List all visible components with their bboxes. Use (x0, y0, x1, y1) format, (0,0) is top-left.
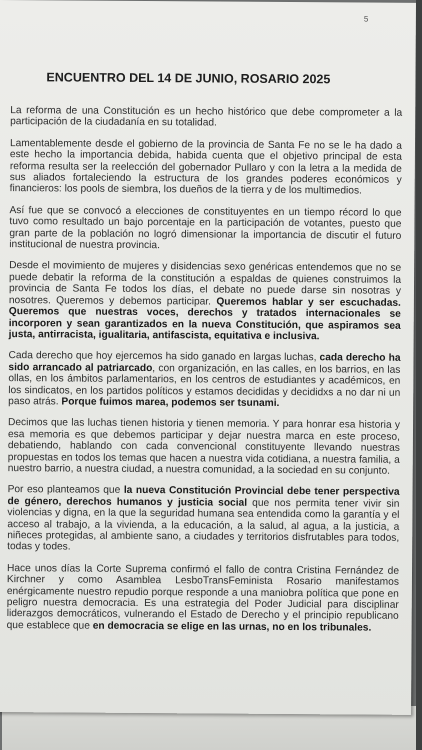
bold-text: Porque fuimos marea, podemos ser tsunami. (61, 396, 280, 409)
text-run: Desde el movimiento de mujeres y disidencias sexo genéricas entendemos que no se puede debatir la reforma de la constitución a espaldas de quienes construimos la provincia de Santa Fe todos los días, el debate no puede darse sin nosotras y nosotres. Queremos y debemos participar. (8, 260, 402, 308)
bold-text: cada derecho ha sido arrancado al patriarcado (8, 352, 401, 374)
text-run: Decimos que las luchas tienen historia y tienen memoria. Y para honrar esa historia y esa memoria es que debemos participar y dejar nuestra marca en este proceso, debatiendo, hablando con cada convencional constituyente llevando nuestras propuestas en todos los temas que hacen a nuestra vida cotidiana, a nuestra familia, a nuestro barrio, a nuestra ciudad, a nuestra comunidad, a la sociedad en su conjunto. (7, 417, 401, 477)
paragraph-7 (7, 484, 399, 555)
paragraph-8 (7, 563, 399, 634)
text-run: La reforma de una Constitución es un hecho histórico que debe comprometer a la participación de la ciudadanía en su totalidad. (10, 105, 403, 129)
background-edge (416, 0, 422, 750)
text-run: Lamentablemente desde el gobierno de la provincia de Santa Fe no se le ha dado a este hecho la importancia debida, habida cuenta que el objetivo principal de esta reforma resulta ser la reelección del gobernador Pullaro y con la letra a la medida de sus aliados fortaleciendo la estructura de los grandes poderes económicos y financieros: los pools de siembra, los dueños de la tierra y de los multimedios. (9, 137, 403, 197)
text-run: Cada derecho que hoy ejercemos ha sido ganado en largas luchas, (8, 350, 320, 364)
paragraph-3 (9, 205, 401, 253)
text-run: , con organización, en las calles, en los barrios, en las ollas, en los ámbitos parlamentarios, en los centros de estudiantes y académicos, en los sindicatos, en los partidos políticos y estamos decididas y decididxs a no dar ni un paso atrás. (8, 362, 401, 408)
text-run: que nos permita tener vivir sin violencias y digna, en la que la seguridad humana sea entendida como la garantía y el acceso al trabajo, a la vivienda, a la educación, a la salud, al agua, a la justicia, a niñeces protegidas, al ambiente sano, a ciudades y territorios disfrutables para todos, todas y todes. (7, 497, 400, 553)
paragraph-list (7, 105, 403, 634)
header-mark: 5 (363, 14, 369, 24)
paragraph-2 (10, 138, 402, 198)
paragraph-1 (10, 105, 402, 131)
text-run: Hace unos días la Corte Suprema confirmó el fallo de contra Cristina Fernández de Kirchner y como Asamblea LesboTransFeminista Rosario manifestamos enérgicamente nuestro repudio porque responde a una maniobra política que pone en peligro nuestra democracia. Es una estrategia del Poder Judicial para disciplinar liderazgos democráticos, vulnerando el Estado de Derecho y el principio republicano que establece que (6, 562, 400, 632)
text-run: Por eso planteamos que (7, 484, 124, 497)
bold-text: Queremos hablar y ser escuchadas. Queremos que nuestras voces, derechos y tratados internacionales se incorporen y sean garantizados en la nueva Constitución, que aspiramos sea justa, antirracista, igualitaria, antifascista, equitativa e inclusiva. (8, 296, 401, 343)
bold-text: en democracia se elige en las urnas, no en los tribunales. (92, 620, 372, 634)
paragraph-4 (9, 261, 402, 344)
text-run: Así fue que se convocó a elecciones de constituyentes en un tiempo récord lo que tuvo como resultado un bajo porcentaje en la participación de votantes, puesto que gran parte de la población no logró dimensionar la importancia de discutir el futuro institucional de nuestra provincia. (9, 204, 402, 252)
paragraph-6 (8, 417, 400, 477)
document-title: ENCUENTRO DEL 14 DE JUNIO, ROSARIO 2025 (46, 70, 331, 87)
document-body (7, 70, 403, 644)
paragraph-5 (8, 350, 400, 410)
bold-text: la nueva Constitución Provincial debe tener perspectiva de género, derechos humanos y justicia social (7, 485, 400, 509)
